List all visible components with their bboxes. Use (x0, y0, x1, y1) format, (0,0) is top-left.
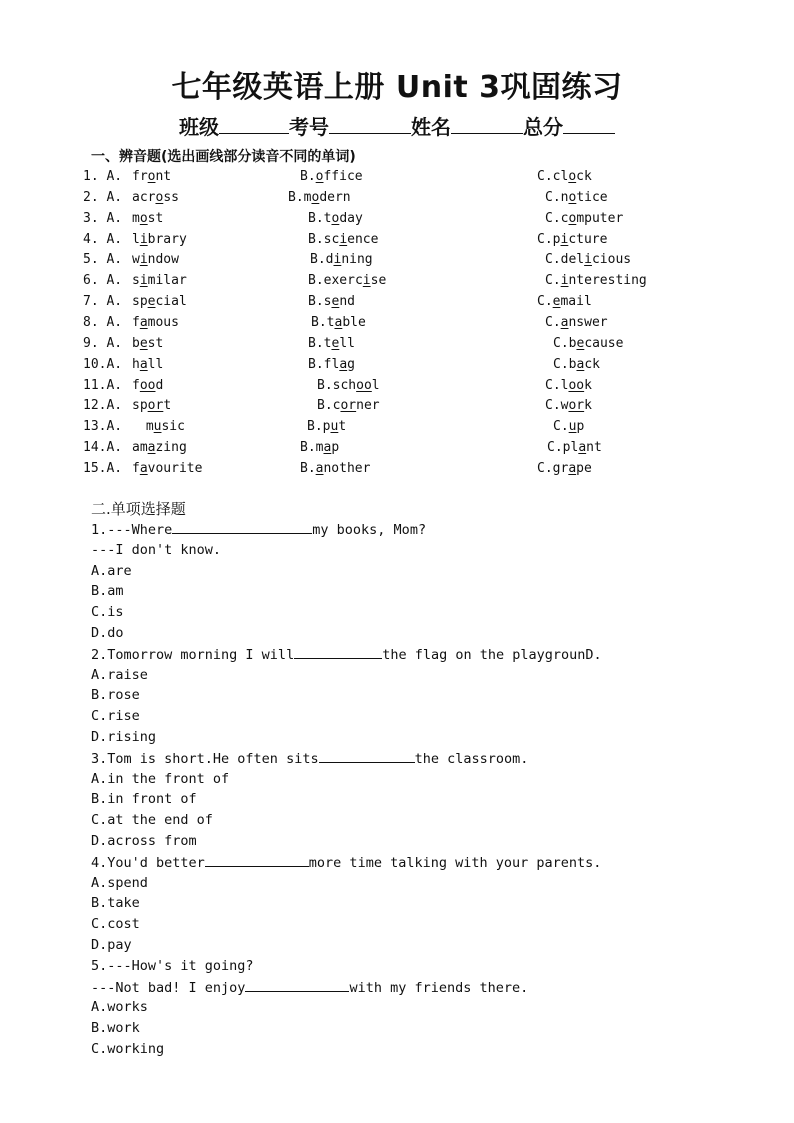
answer-option: D.pay (91, 937, 132, 953)
option-c: C.plant (547, 440, 602, 456)
pronunciation-item (0, 336, 794, 356)
option-a: similar (132, 273, 187, 289)
option-a: food (132, 377, 164, 393)
option-c: C.because (553, 335, 624, 351)
page-title: 七年级英语上册 Unit 3巩固练习 (171, 70, 623, 105)
answer-option: C.rise (91, 708, 140, 725)
option-b: B.another (300, 460, 371, 476)
option-b: B.put (307, 419, 347, 435)
answer-option: A.works (91, 999, 148, 1016)
pronunciation-item (0, 315, 794, 335)
question-stem: 4.You'd better more time talking with your parents. (91, 854, 602, 871)
pronunciation-item (0, 461, 794, 481)
score-blank[interactable] (563, 115, 615, 134)
item-number: 8. A. (83, 314, 123, 330)
section1-heading: 一、辨音题(选出画线部分读音不同的单词) (91, 149, 356, 165)
answer-option: B.am (91, 583, 124, 600)
answer-option: A.in the front of (91, 770, 230, 787)
pronunciation-item (0, 398, 794, 418)
pronunciation-item (0, 357, 794, 377)
option-a: amazing (132, 440, 187, 456)
option-c: C.up (553, 419, 585, 435)
answer-option: B.in front of (91, 791, 197, 808)
option-a: best (132, 335, 164, 351)
answer-option: D.rising (91, 729, 157, 745)
option-c: C.notice (545, 189, 608, 205)
option-b: B.today (308, 210, 363, 226)
option-a: famous (132, 314, 179, 330)
item-number: 9. A. (83, 335, 123, 351)
option-c: C.email (537, 294, 592, 310)
name-blank[interactable] (451, 115, 523, 134)
option-a: library (132, 231, 187, 247)
option-b: B.table (311, 314, 366, 330)
answer-option: A.spend (91, 874, 148, 891)
item-number: 15.A. (83, 460, 123, 476)
option-b: B.office (300, 169, 363, 184)
answer-option: C.cost (91, 916, 140, 933)
option-b: B.modern (288, 189, 351, 205)
exam-no-label: 考号 (289, 115, 329, 139)
option-a: front (132, 169, 172, 184)
option-b: B.map (300, 440, 340, 456)
question-line: 5.---How's it going? (91, 957, 254, 974)
answer-option: A.raise (91, 666, 148, 683)
item-number: 6. A. (83, 273, 123, 289)
answer-option: C.working (91, 1041, 165, 1057)
answer-option: D.across from (91, 833, 197, 849)
item-number: 4. A. (83, 231, 123, 247)
pronunciation-item (0, 378, 794, 398)
pronunciation-item (0, 273, 794, 293)
class-blank[interactable] (219, 115, 289, 134)
pronunciation-item (0, 190, 794, 210)
option-c: C.computer (545, 210, 624, 226)
answer-option: B.rose (91, 687, 140, 704)
answer-option: C.is (91, 604, 124, 621)
option-b: B.send (308, 294, 355, 310)
question-stem: 3.Tom is short.He often sits the classroom. (91, 750, 529, 767)
answer-blank[interactable] (205, 854, 309, 867)
exam-no-blank[interactable] (329, 115, 411, 134)
answer-option: C.at the end of (91, 812, 213, 829)
item-number: 7. A. (83, 294, 123, 310)
question-line: ---I don't know. (91, 541, 222, 558)
answer-option: B.work (91, 1020, 140, 1037)
option-a: music (138, 419, 185, 435)
pronunciation-item (0, 169, 794, 189)
item-number: 2. A. (83, 189, 123, 205)
option-b: B.science (308, 231, 379, 247)
option-a: window (132, 252, 179, 268)
answer-blank[interactable] (172, 521, 312, 534)
option-c: C.answer (545, 314, 608, 330)
option-c: C.back (553, 356, 600, 372)
option-a: hall (132, 356, 164, 372)
item-number: 3. A. (83, 210, 123, 226)
option-a: sport (132, 398, 172, 414)
option-c: C.work (545, 398, 592, 414)
answer-blank[interactable] (245, 979, 349, 992)
pronunciation-item (0, 252, 794, 272)
pronunciation-item (0, 232, 794, 252)
option-b: B.flag (308, 356, 355, 372)
answer-option: B.take (91, 895, 140, 912)
option-c: C.interesting (545, 273, 647, 289)
option-b: B.exercise (308, 273, 387, 289)
option-a: favourite (132, 460, 203, 476)
answer-blank[interactable] (294, 646, 382, 659)
name-label: 姓名 (411, 115, 451, 139)
answer-option: D.do (91, 625, 124, 641)
item-number: 13.A. (83, 419, 123, 435)
pronunciation-item (0, 419, 794, 439)
option-a: special (132, 294, 187, 310)
option-c: C.grape (537, 460, 592, 476)
option-a: most (132, 210, 164, 226)
option-b: B.tell (308, 335, 355, 351)
option-b: B.school (317, 377, 380, 393)
pronunciation-item (0, 440, 794, 460)
pronunciation-item (0, 211, 794, 231)
question-stem: 2.Tomorrow morning I will the flag on the playgrounD. (91, 646, 602, 663)
answer-blank[interactable] (319, 750, 415, 763)
question-stem: 1.---Where my books, Mom? (91, 522, 427, 538)
student-info-line (0, 111, 794, 140)
option-a: across (132, 189, 179, 205)
option-b: B.corner (317, 398, 380, 414)
option-c: C.delicious (545, 252, 632, 268)
question-stem: ---Not bad! I enjoy with my friends there. (91, 979, 529, 996)
item-number: 1. A. (83, 169, 123, 184)
option-c: C.clock (537, 169, 592, 184)
option-c: C.look (545, 377, 592, 393)
option-b: B.dining (310, 252, 373, 268)
score-label: 总分 (523, 115, 563, 139)
item-number: 14.A. (83, 440, 123, 456)
pronunciation-item (0, 294, 794, 314)
item-number: 10.A. (83, 356, 123, 372)
class-label: 班级 (179, 115, 219, 139)
item-number: 11.A. (83, 377, 123, 393)
section2-heading: 二.单项选择题 (91, 500, 186, 518)
item-number: 5. A. (83, 252, 123, 268)
option-c: C.picture (537, 231, 608, 247)
answer-option: A.are (91, 562, 132, 579)
item-number: 12.A. (83, 398, 123, 414)
